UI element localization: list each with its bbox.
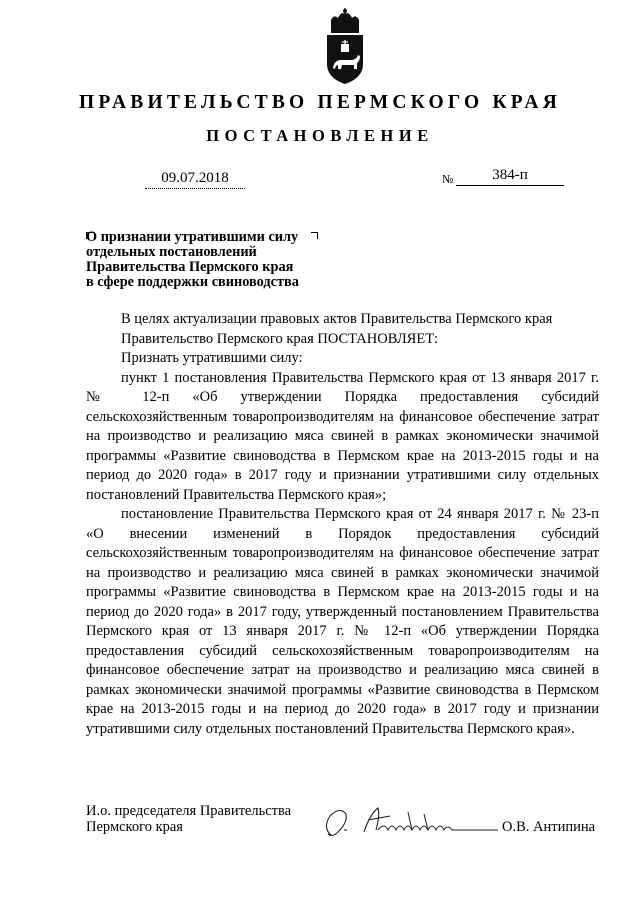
document-type: ПОСТАНОВЛЕНИЕ: [206, 126, 434, 145]
intro-line: Правительство Пермского края ПОСТАНОВЛЯЕТ:: [121, 330, 439, 347]
signer-position: [86, 803, 291, 835]
document-date: 09.07.2018: [145, 170, 245, 189]
coat-of-arms-icon: [322, 8, 368, 86]
subject-line: отдельных постановлений: [86, 244, 257, 260]
handwritten-signature: [320, 800, 500, 848]
intro-line: Признать утратившими силу:: [121, 350, 303, 366]
government-title: ПРАВИТЕЛЬСТВО ПЕРМСКОГО КРАЯ: [79, 92, 561, 113]
signer-position-line: И.о. председателя Правительства: [86, 803, 292, 819]
document-body: [86, 310, 599, 739]
intro-line: В целях актуализации правовых актов Правительства Пермского края: [121, 311, 553, 327]
number-label: №: [442, 172, 454, 186]
signer-position-line: Пермского края: [86, 819, 183, 835]
paragraph-item-1: пункт 1 постановления Правительства Пермского края от 13 января 2017 г. № 12-п «Об утверждении Порядка предоставления субсидий сельскохозяйственным товаропроизводителям на финансовое обеспечение затрат на производство и реализацию мяса свиней в рамках экономически значимой программы «Развитие свиноводства в Пермском крае на 2013-2015 годы и на период до 2020 года» в 2017 году и признании утратившими силу отдельных постановлений Правительства Пермского края»;: [86, 369, 599, 503]
signer-name: О.В. Антипина: [502, 819, 596, 835]
subject-line: в сфере поддержки свиноводства: [86, 274, 299, 290]
paragraph-item-2: постановление Правительства Пермского края от 24 января 2017 г. № 23-п «О внесении изменений в Порядок предоставления субсидий сельскохозяйственным товаропроизводителям на финансовое обеспечение затрат на производство и реализацию мяса свиней в рамках экономически значимой программы «Развитие свиноводства в Пермском крае на 2013-2015 годы и на период до 2020 года» в 2017 году, утвержденный постановлением Правительства Пермского края от 13 января 2017 г. № 12-п «Об утверждении Порядка предоставления субсидий сельскохозяйственным товаропроизводителям на финансовое обеспечение затрат на производство и реализацию мяса свиней в рамках экономически значимой программы «Развитие свиноводства в Пермском крае на 2013-2015 годы и на период до 2020 года» в 2017 году и признании утратившими силу отдельных постановлений Правительства Пермского края».: [86, 506, 599, 737]
subject-line: Правительства Пермского края: [86, 259, 294, 275]
document-subject: [86, 230, 346, 290]
document-number: 384-п: [456, 167, 564, 186]
subject-line: О признании утратившими силу: [86, 229, 299, 245]
